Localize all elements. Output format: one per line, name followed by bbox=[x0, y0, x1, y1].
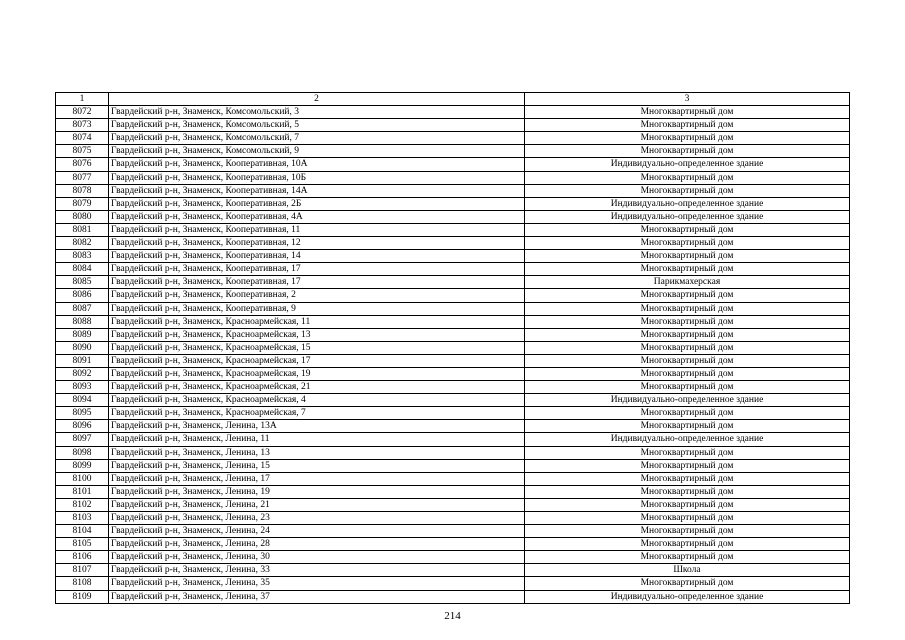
table-row bbox=[56, 498, 850, 511]
building-type-cell: Многоквартирный дом bbox=[525, 315, 850, 328]
table-row bbox=[56, 367, 850, 380]
table-row bbox=[56, 263, 850, 276]
address-cell: Гвардейский р-н, Знаменск, Кооперативная, 14 bbox=[109, 250, 525, 263]
table-row bbox=[56, 158, 850, 171]
row-number-cell: 8081 bbox=[56, 223, 109, 236]
building-type-cell: Многоквартирный дом bbox=[525, 407, 850, 420]
row-number-cell: 8108 bbox=[56, 577, 109, 590]
table-row bbox=[56, 197, 850, 210]
row-number-cell: 8109 bbox=[56, 590, 109, 603]
building-type-cell: Многоквартирный дом bbox=[525, 577, 850, 590]
table-row bbox=[56, 590, 850, 603]
address-cell: Гвардейский р-н, Знаменск, Ленина, 23 bbox=[109, 512, 525, 525]
table-row bbox=[56, 119, 850, 132]
building-type-cell: Многоквартирный дом bbox=[525, 498, 850, 511]
page-number: 214 bbox=[444, 610, 461, 622]
address-cell: Гвардейский р-н, Знаменск, Кооперативная, 2 bbox=[109, 289, 525, 302]
row-number-cell: 8101 bbox=[56, 485, 109, 498]
building-type-cell: Многоквартирный дом bbox=[525, 184, 850, 197]
building-type-cell: Многоквартирный дом bbox=[525, 132, 850, 145]
address-cell: Гвардейский р-н, Знаменск, Красноармейская, 13 bbox=[109, 328, 525, 341]
table-row bbox=[56, 276, 850, 289]
building-type-cell: Многоквартирный дом bbox=[525, 367, 850, 380]
building-type-cell: Многоквартирный дом bbox=[525, 420, 850, 433]
building-type-cell: Парикмахерская bbox=[525, 276, 850, 289]
address-cell: Гвардейский р-н, Знаменск, Кооперативная, 11 bbox=[109, 223, 525, 236]
building-type-cell: Многоквартирный дом bbox=[525, 145, 850, 158]
address-cell: Гвардейский р-н, Знаменск, Кооперативная, 12 bbox=[109, 237, 525, 250]
row-number-cell: 8103 bbox=[56, 512, 109, 525]
address-cell: Гвардейский р-н, Знаменск, Красноармейская, 11 bbox=[109, 315, 525, 328]
table-row bbox=[56, 512, 850, 525]
row-number-cell: 8077 bbox=[56, 171, 109, 184]
address-cell: Гвардейский р-н, Знаменск, Кооперативная, 9 bbox=[109, 302, 525, 315]
address-cell: Гвардейский р-н, Знаменск, Ленина, 19 bbox=[109, 485, 525, 498]
row-number-cell: 8080 bbox=[56, 210, 109, 223]
table-row bbox=[56, 446, 850, 459]
row-number-cell: 8072 bbox=[56, 106, 109, 119]
document-table-container bbox=[55, 92, 849, 604]
table-row bbox=[56, 223, 850, 236]
address-cell: Гвардейский р-н, Знаменск, Ленина, 15 bbox=[109, 459, 525, 472]
table-row bbox=[56, 472, 850, 485]
building-type-cell: Многоквартирный дом bbox=[525, 512, 850, 525]
row-number-cell: 8089 bbox=[56, 328, 109, 341]
row-number-cell: 8104 bbox=[56, 525, 109, 538]
address-cell: Гвардейский р-н, Знаменск, Красноармейская, 7 bbox=[109, 407, 525, 420]
table-row bbox=[56, 184, 850, 197]
address-cell: Гвардейский р-н, Знаменск, Красноармейская, 4 bbox=[109, 394, 525, 407]
building-type-cell: Многоквартирный дом bbox=[525, 381, 850, 394]
row-number-cell: 8083 bbox=[56, 250, 109, 263]
address-cell: Гвардейский р-н, Знаменск, Ленина, 17 bbox=[109, 472, 525, 485]
table-row bbox=[56, 381, 850, 394]
building-type-cell: Многоквартирный дом bbox=[525, 538, 850, 551]
row-number-cell: 8085 bbox=[56, 276, 109, 289]
building-type-cell: Многоквартирный дом bbox=[525, 302, 850, 315]
row-number-cell: 8073 bbox=[56, 119, 109, 132]
address-cell: Гвардейский р-н, Знаменск, Красноармейская, 21 bbox=[109, 381, 525, 394]
table-row bbox=[56, 171, 850, 184]
building-type-cell: Многоквартирный дом bbox=[525, 446, 850, 459]
building-type-cell: Многоквартирный дом bbox=[525, 459, 850, 472]
table-row bbox=[56, 525, 850, 538]
building-type-cell: Многоквартирный дом bbox=[525, 106, 850, 119]
buildings-table bbox=[55, 92, 850, 604]
building-type-cell: Многоквартирный дом bbox=[525, 485, 850, 498]
row-number-cell: 8087 bbox=[56, 302, 109, 315]
address-cell: Гвардейский р-н, Знаменск, Комсомольский, 9 bbox=[109, 145, 525, 158]
building-type-cell: Многоквартирный дом bbox=[525, 250, 850, 263]
row-number-cell: 8095 bbox=[56, 407, 109, 420]
building-type-cell: Многоквартирный дом bbox=[525, 472, 850, 485]
address-cell: Гвардейский р-н, Знаменск, Красноармейская, 19 bbox=[109, 367, 525, 380]
address-cell: Гвардейский р-н, Знаменск, Кооперативная, 10Б bbox=[109, 171, 525, 184]
row-number-cell: 8079 bbox=[56, 197, 109, 210]
address-cell: Гвардейский р-н, Знаменск, Ленина, 24 bbox=[109, 525, 525, 538]
table-row bbox=[56, 433, 850, 446]
row-number-cell: 8098 bbox=[56, 446, 109, 459]
building-type-cell: Многоквартирный дом bbox=[525, 263, 850, 276]
row-number-cell: 8091 bbox=[56, 354, 109, 367]
row-number-cell: 8102 bbox=[56, 498, 109, 511]
address-cell: Гвардейский р-н, Знаменск, Комсомольский, 3 bbox=[109, 106, 525, 119]
table-row bbox=[56, 394, 850, 407]
building-type-cell: Многоквартирный дом bbox=[525, 171, 850, 184]
address-cell: Гвардейский р-н, Знаменск, Ленина, 13 bbox=[109, 446, 525, 459]
building-type-cell: Многоквартирный дом bbox=[525, 119, 850, 132]
building-type-cell: Индивидуально-определенное здание bbox=[525, 197, 850, 210]
table-row bbox=[56, 315, 850, 328]
header-col-3: 3 bbox=[525, 93, 850, 106]
row-number-cell: 8082 bbox=[56, 237, 109, 250]
table-row bbox=[56, 577, 850, 590]
building-type-cell: Многоквартирный дом bbox=[525, 328, 850, 341]
row-number-cell: 8105 bbox=[56, 538, 109, 551]
address-cell: Гвардейский р-н, Знаменск, Красноармейская, 15 bbox=[109, 341, 525, 354]
table-header-row bbox=[56, 93, 850, 106]
row-number-cell: 8097 bbox=[56, 433, 109, 446]
building-type-cell: Многоквартирный дом bbox=[525, 341, 850, 354]
row-number-cell: 8093 bbox=[56, 381, 109, 394]
row-number-cell: 8099 bbox=[56, 459, 109, 472]
table-row bbox=[56, 538, 850, 551]
table-row bbox=[56, 551, 850, 564]
table-row bbox=[56, 407, 850, 420]
header-col-2: 2 bbox=[109, 93, 525, 106]
address-cell: Гвардейский р-н, Знаменск, Кооперативная, 4А bbox=[109, 210, 525, 223]
building-type-cell: Многоквартирный дом bbox=[525, 237, 850, 250]
building-type-cell: Индивидуально-определенное здание bbox=[525, 433, 850, 446]
building-type-cell: Многоквартирный дом bbox=[525, 551, 850, 564]
building-type-cell: Индивидуально-определенное здание bbox=[525, 210, 850, 223]
table-row bbox=[56, 132, 850, 145]
table-row bbox=[56, 341, 850, 354]
address-cell: Гвардейский р-н, Знаменск, Кооперативная, 17 bbox=[109, 276, 525, 289]
address-cell: Гвардейский р-н, Знаменск, Ленина, 13А bbox=[109, 420, 525, 433]
row-number-cell: 8107 bbox=[56, 564, 109, 577]
building-type-cell: Индивидуально-определенное здание bbox=[525, 394, 850, 407]
address-cell: Гвардейский р-н, Знаменск, Ленина, 37 bbox=[109, 590, 525, 603]
row-number-cell: 8094 bbox=[56, 394, 109, 407]
address-cell: Гвардейский р-н, Знаменск, Ленина, 30 bbox=[109, 551, 525, 564]
building-type-cell: Многоквартирный дом bbox=[525, 289, 850, 302]
row-number-cell: 8100 bbox=[56, 472, 109, 485]
table-row bbox=[56, 328, 850, 341]
building-type-cell: Многоквартирный дом bbox=[525, 354, 850, 367]
address-cell: Гвардейский р-н, Знаменск, Кооперативная, 17 bbox=[109, 263, 525, 276]
table-row bbox=[56, 237, 850, 250]
row-number-cell: 8106 bbox=[56, 551, 109, 564]
row-number-cell: 8074 bbox=[56, 132, 109, 145]
table-row bbox=[56, 106, 850, 119]
building-type-cell: Многоквартирный дом bbox=[525, 223, 850, 236]
table-row bbox=[56, 354, 850, 367]
row-number-cell: 8075 bbox=[56, 145, 109, 158]
building-type-cell: Индивидуально-определенное здание bbox=[525, 590, 850, 603]
address-cell: Гвардейский р-н, Знаменск, Красноармейская, 17 bbox=[109, 354, 525, 367]
address-cell: Гвардейский р-н, Знаменск, Ленина, 11 bbox=[109, 433, 525, 446]
table-row bbox=[56, 420, 850, 433]
address-cell: Гвардейский р-н, Знаменск, Ленина, 35 bbox=[109, 577, 525, 590]
table-row bbox=[56, 289, 850, 302]
row-number-cell: 8086 bbox=[56, 289, 109, 302]
address-cell: Гвардейский р-н, Знаменск, Кооперативная, 14А bbox=[109, 184, 525, 197]
address-cell: Гвардейский р-н, Знаменск, Комсомольский, 5 bbox=[109, 119, 525, 132]
table-row bbox=[56, 302, 850, 315]
building-type-cell: Индивидуально-определенное здание bbox=[525, 158, 850, 171]
table-row bbox=[56, 210, 850, 223]
table-row bbox=[56, 564, 850, 577]
address-cell: Гвардейский р-н, Знаменск, Ленина, 21 bbox=[109, 498, 525, 511]
row-number-cell: 8088 bbox=[56, 315, 109, 328]
address-cell: Гвардейский р-н, Знаменск, Кооперативная, 10А bbox=[109, 158, 525, 171]
header-col-1: 1 bbox=[56, 93, 109, 106]
row-number-cell: 8090 bbox=[56, 341, 109, 354]
address-cell: Гвардейский р-н, Знаменск, Ленина, 33 bbox=[109, 564, 525, 577]
building-type-cell: Школа bbox=[525, 564, 850, 577]
table-row bbox=[56, 145, 850, 158]
table-row bbox=[56, 250, 850, 263]
building-type-cell: Многоквартирный дом bbox=[525, 525, 850, 538]
row-number-cell: 8084 bbox=[56, 263, 109, 276]
address-cell: Гвардейский р-н, Знаменск, Ленина, 28 bbox=[109, 538, 525, 551]
row-number-cell: 8078 bbox=[56, 184, 109, 197]
row-number-cell: 8096 bbox=[56, 420, 109, 433]
address-cell: Гвардейский р-н, Знаменск, Кооперативная, 2Б bbox=[109, 197, 525, 210]
address-cell: Гвардейский р-н, Знаменск, Комсомольский, 7 bbox=[109, 132, 525, 145]
table-body bbox=[56, 93, 850, 604]
row-number-cell: 8092 bbox=[56, 367, 109, 380]
table-row bbox=[56, 485, 850, 498]
row-number-cell: 8076 bbox=[56, 158, 109, 171]
table-row bbox=[56, 459, 850, 472]
